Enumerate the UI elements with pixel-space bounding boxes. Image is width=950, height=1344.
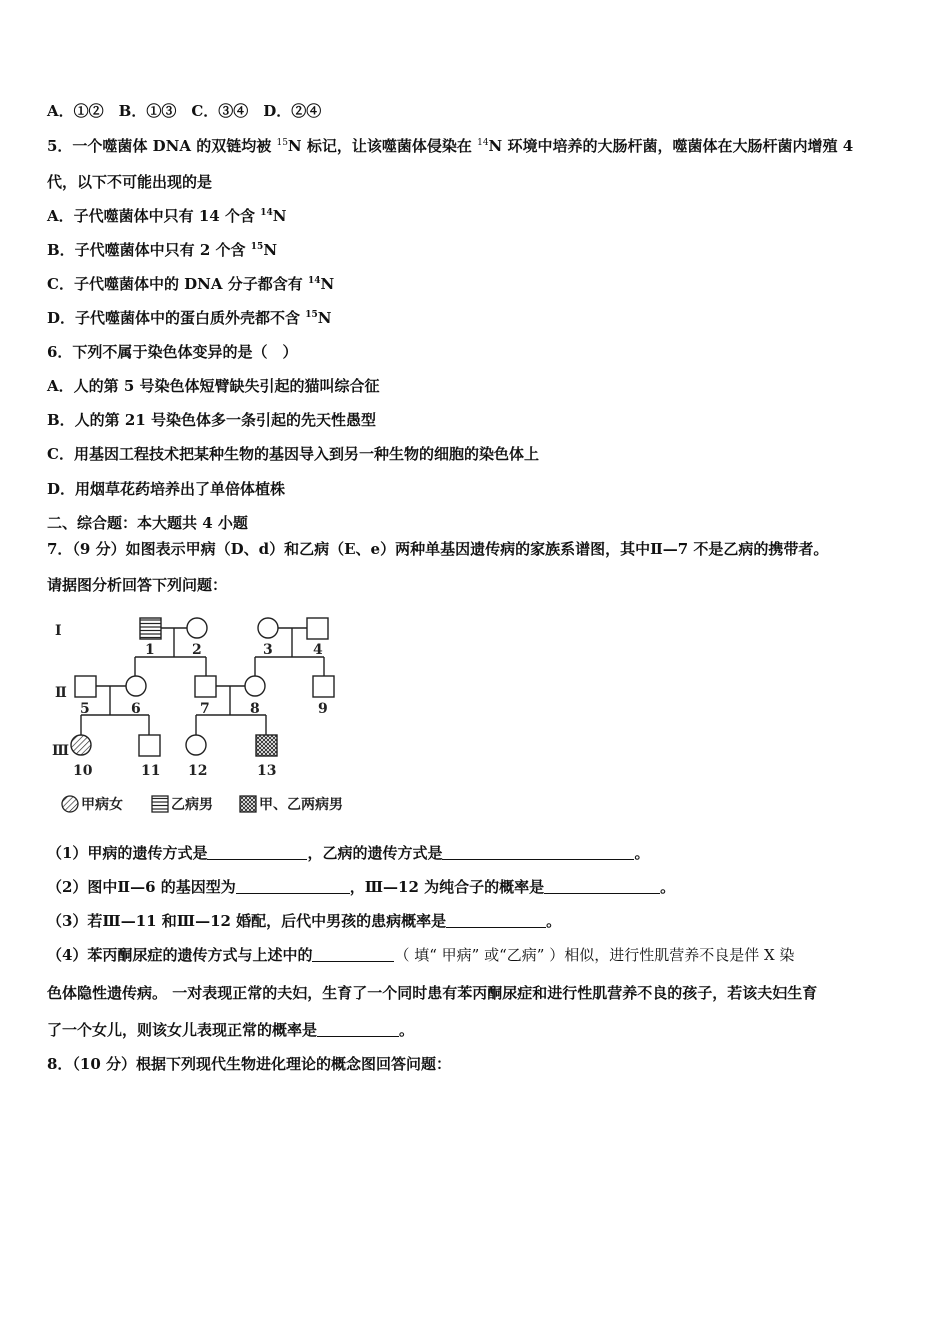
q7-sub3: （3）若Ⅲ—11 和Ⅲ—12 婚配，后代中男孩的患病概率是 。 <box>47 912 562 930</box>
individual-1-affected-male <box>140 618 161 639</box>
individual-6-female <box>126 676 146 696</box>
label-11: 11 <box>141 763 161 779</box>
q6-option-d: D．用烟草花药培养出了单倍体植株 <box>47 480 286 498</box>
q4-options: A．①② B．①③ C．③④ D．②④ <box>47 102 322 120</box>
q5-stem-line2: 代，以下不可能出现的是 <box>47 173 213 191</box>
answer-blank-3[interactable] <box>236 878 350 894</box>
q7-sub1: （1）甲病的遗传方式是 ，乙病的遗传方式是 。 <box>47 844 650 862</box>
gen-label-1: Ⅰ <box>55 623 62 639</box>
individual-12-female <box>186 735 206 755</box>
q5-stem-a: 5．一个噬菌体 DNA 的双链均被 <box>47 137 277 155</box>
label-9: 9 <box>318 701 328 717</box>
q6-option-a: A．人的第 5 号染色体短臂缺失引起的猫叫综合征 <box>47 377 380 395</box>
individual-4-male <box>307 618 328 639</box>
individual-7-male <box>195 676 216 697</box>
q6-option-c: C．用基因工程技术把某种生物的基因导入到另一种生物的细胞的染色体上 <box>47 445 539 463</box>
individual-9-male <box>313 676 334 697</box>
q5-option-c: C．子代噬菌体中的 DNA 分子都含有 $^{14}$N <box>47 275 335 293</box>
answer-blank-1[interactable] <box>207 844 307 860</box>
label-8: 8 <box>250 701 260 717</box>
label-7: 7 <box>200 701 210 717</box>
q8-stem: 8．（10 分）根据下列现代生物进化理论的概念图回答问题： <box>47 1055 452 1073</box>
label-2: 2 <box>192 642 202 658</box>
individual-10-affected-female <box>71 735 91 755</box>
q7-sub4-line2: 色体隐性遗传病。 一对表现正常的夫妇，生育了一个同时患有苯丙酮尿症和进行性肌营养不良的孩子，若该夫妇生育 <box>47 984 818 1002</box>
label-13: 13 <box>257 763 277 779</box>
individual-5-male <box>75 676 96 697</box>
q6-option-b: B．人的第 21 号染色体多一条引起的先天性愚型 <box>47 411 376 429</box>
label-3: 3 <box>263 642 273 658</box>
legend-symbol-disease-a-female <box>62 796 78 812</box>
legend-label-both-diseases-male: 甲、乙两病男 <box>259 797 343 813</box>
q5-stem <box>47 136 853 156</box>
label-5: 5 <box>80 701 90 717</box>
legend-label-disease-a-female: 甲病女 <box>81 797 123 813</box>
individual-3-female <box>258 618 278 638</box>
legend-symbol-disease-b-male <box>152 796 168 812</box>
individual-2-female <box>187 618 207 638</box>
q7-stem-line2: 请据图分析回答下列问题： <box>47 576 228 594</box>
label-12: 12 <box>188 763 208 779</box>
q5-option-d: D．子代噬菌体中的蛋白质外壳都不含 $^{15}$N <box>47 309 332 327</box>
q5-option-b: B．子代噬菌体中只有 2 个含 $^{15}$N <box>47 241 278 259</box>
pedigree-chart <box>48 612 368 822</box>
q5-sup-a: 15 <box>276 138 288 148</box>
answer-blank-6[interactable] <box>312 946 394 962</box>
q5-sup-b: 14 <box>477 138 489 148</box>
q6-stem: 6．下列不属于染色体变异的是（ ） <box>47 343 298 361</box>
label-4: 4 <box>313 642 323 658</box>
gen-label-2: Ⅱ <box>55 685 67 701</box>
q7-sub2: （2）图中Ⅱ—6 的基因型为 ，Ⅲ—12 为纯合子的概率是 。 <box>47 878 676 896</box>
answer-blank-5[interactable] <box>446 912 546 928</box>
label-1: 1 <box>145 642 155 658</box>
individual-8-female <box>245 676 265 696</box>
legend-label-disease-b-male: 乙病男 <box>171 797 213 813</box>
q7-stem: 7．（9 分）如图表示甲病（D、d）和乙病（E、e）两种单基因遗传病的家族系谱图，其中Ⅱ—7 不是乙病的携带者。 <box>47 540 829 558</box>
individual-13-affected-male <box>256 735 277 756</box>
q5-option-a: A．子代噬菌体中只有 14 个含 $^{14}$N <box>47 207 287 225</box>
q7-sub4: （4）苯丙酮尿症的遗传方式与上述中的 （ 填“ 甲病” 或“乙病” ）相似，进行性肌营养不良是伴 X 染 <box>47 946 795 964</box>
answer-blank-2[interactable] <box>442 844 634 860</box>
label-6: 6 <box>131 701 141 717</box>
individual-11-male <box>139 735 160 756</box>
q5-stem-b: N 标记，让该噬菌体侵染在 <box>287 137 478 155</box>
q7-sub4-line3: 了一个女儿，则该女儿表现正常的概率是 。 <box>47 1021 415 1039</box>
gen-label-3: Ⅲ <box>52 743 70 759</box>
section-heading: 二、综合题：本大题共 4 小题 <box>47 514 248 532</box>
answer-blank-4[interactable] <box>544 878 660 894</box>
q5-stem-c: N 环境中培养的大肠杆菌，噬菌体在大肠杆菌内增殖 4 <box>488 137 854 155</box>
answer-blank-7[interactable] <box>317 1021 399 1037</box>
label-10: 10 <box>73 763 93 779</box>
legend-symbol-both-diseases-male <box>240 796 256 812</box>
